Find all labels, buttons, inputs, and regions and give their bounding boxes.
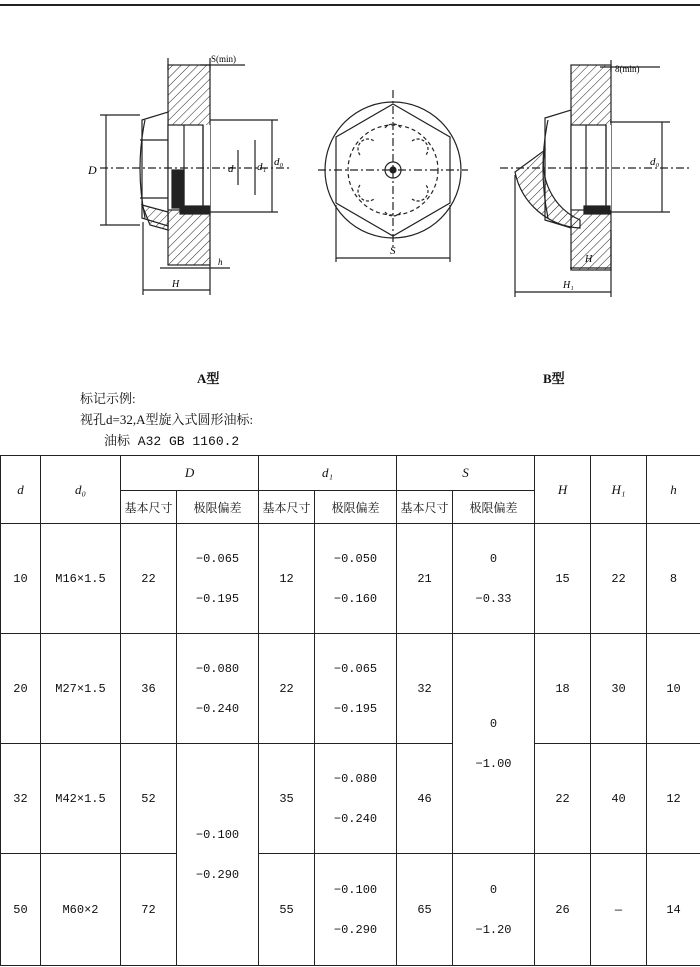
cell-S-tol-merged: [453, 634, 535, 854]
cell-D-tol: [177, 634, 259, 744]
tol-lower: −0.33: [475, 591, 512, 606]
cell-S-tol: [453, 524, 535, 634]
tol-upper: −0.065: [195, 551, 240, 566]
cell-d: 50: [1, 854, 41, 966]
label-H1: H₁: [563, 280, 574, 291]
cell-d1-tol: [315, 634, 397, 744]
header-h: h: [647, 456, 700, 524]
label-d0-b: d₀: [650, 156, 660, 168]
tol-lower: −0.290: [195, 867, 240, 882]
example-line1: 视孔d=32,A型旋入式圆形油标:: [80, 412, 254, 427]
cell-d0: M27×1.5: [41, 634, 121, 744]
label-d1: d₁: [257, 161, 267, 173]
cell-h: 12: [647, 744, 700, 854]
header-S-tolerance: 极限偏差: [453, 491, 535, 524]
tol-lower: −1.20: [475, 922, 512, 937]
cell-D: 22: [121, 524, 177, 634]
label-d: d: [228, 163, 234, 175]
technical-drawings: [0, 0, 700, 340]
header-d1: d₁: [259, 456, 397, 491]
cell-d: 32: [1, 744, 41, 854]
table-row: [1, 854, 700, 966]
cell-H: 18: [535, 634, 591, 744]
cell-S-tol: [453, 854, 535, 966]
header-D-basic: 基本尺寸: [121, 491, 177, 524]
cell-h: 14: [647, 854, 700, 966]
cell-H: 26: [535, 854, 591, 966]
type-a-side-view: [100, 58, 290, 295]
cell-S: 21: [397, 524, 453, 634]
label-h: h: [218, 257, 223, 267]
label-s-min-a: S(min): [211, 54, 237, 64]
label-d0-a: d₀: [274, 156, 284, 168]
example-line2: 油标 A32 GB 1160.2: [104, 434, 240, 449]
cell-D: 52: [121, 744, 177, 854]
table-row: [1, 744, 700, 854]
cell-D-tol-merged: [177, 744, 259, 966]
cell-d1: 55: [259, 854, 315, 966]
cell-d1: 12: [259, 524, 315, 634]
cell-S: 65: [397, 854, 453, 966]
cell-H1: —: [591, 854, 647, 966]
tol-lower: −0.195: [195, 591, 240, 606]
cell-d: 20: [1, 634, 41, 744]
spec-table: [0, 455, 700, 966]
label-s-min-b: 8(min): [615, 64, 640, 74]
header-H: H: [535, 456, 591, 524]
cell-S: 32: [397, 634, 453, 744]
tol-upper: −0.100: [333, 882, 378, 897]
label-D: D: [88, 163, 97, 177]
example-heading: 标记示例:: [80, 391, 136, 406]
cell-h: 8: [647, 524, 700, 634]
cell-S: 46: [397, 744, 453, 854]
cell-d1: 22: [259, 634, 315, 744]
cell-D: 72: [121, 854, 177, 966]
cell-d1: 35: [259, 744, 315, 854]
table-row: [1, 634, 700, 744]
header-S-basic: 基本尺寸: [397, 491, 453, 524]
tol-lower: −0.290: [333, 922, 378, 937]
tol-lower: −0.240: [195, 701, 240, 716]
label-H-a: H: [172, 279, 180, 290]
cell-d: 10: [1, 524, 41, 634]
header-H1: H₁: [591, 456, 647, 524]
tol-upper: 0: [489, 716, 498, 731]
label-S-front: S: [390, 245, 396, 257]
type-b-side-view: [500, 60, 690, 297]
tol-upper: −0.050: [333, 551, 378, 566]
cell-d1-tol: [315, 524, 397, 634]
cell-H1: 22: [591, 524, 647, 634]
cell-d0: M60×2: [41, 854, 121, 966]
cell-H1: 40: [591, 744, 647, 854]
tol-upper: 0: [489, 551, 498, 566]
tol-lower: −1.00: [475, 756, 512, 771]
tol-upper: −0.080: [195, 661, 240, 676]
header-d: d: [1, 456, 41, 524]
header-D: D: [121, 456, 259, 491]
cell-d1-tol: [315, 854, 397, 966]
cell-d0: M42×1.5: [41, 744, 121, 854]
header-d0: d₀: [41, 456, 121, 524]
front-view: [318, 90, 468, 262]
header-d1-tolerance: 极限偏差: [315, 491, 397, 524]
cell-H: 22: [535, 744, 591, 854]
cell-H1: 30: [591, 634, 647, 744]
type-b-label: B型: [543, 371, 565, 386]
tol-lower: −0.195: [333, 701, 378, 716]
tol-upper: −0.080: [333, 771, 378, 786]
label-H-b: H: [585, 254, 593, 265]
cell-D: 36: [121, 634, 177, 744]
header-D-tolerance: 极限偏差: [177, 491, 259, 524]
tol-lower: −0.240: [333, 811, 378, 826]
table-row: [1, 524, 700, 634]
header-row-1: [1, 456, 700, 491]
cell-d0: M16×1.5: [41, 524, 121, 634]
cell-d1-tol: [315, 744, 397, 854]
cell-D-tol: [177, 524, 259, 634]
cell-h: 10: [647, 634, 700, 744]
header-S: S: [397, 456, 535, 491]
tol-lower: −0.160: [333, 591, 378, 606]
cell-H: 15: [535, 524, 591, 634]
tol-upper: −0.065: [333, 661, 378, 676]
tol-upper: 0: [489, 882, 498, 897]
type-a-label: A型: [197, 371, 220, 386]
tol-upper: −0.100: [195, 827, 240, 842]
header-d1-basic: 基本尺寸: [259, 491, 315, 524]
